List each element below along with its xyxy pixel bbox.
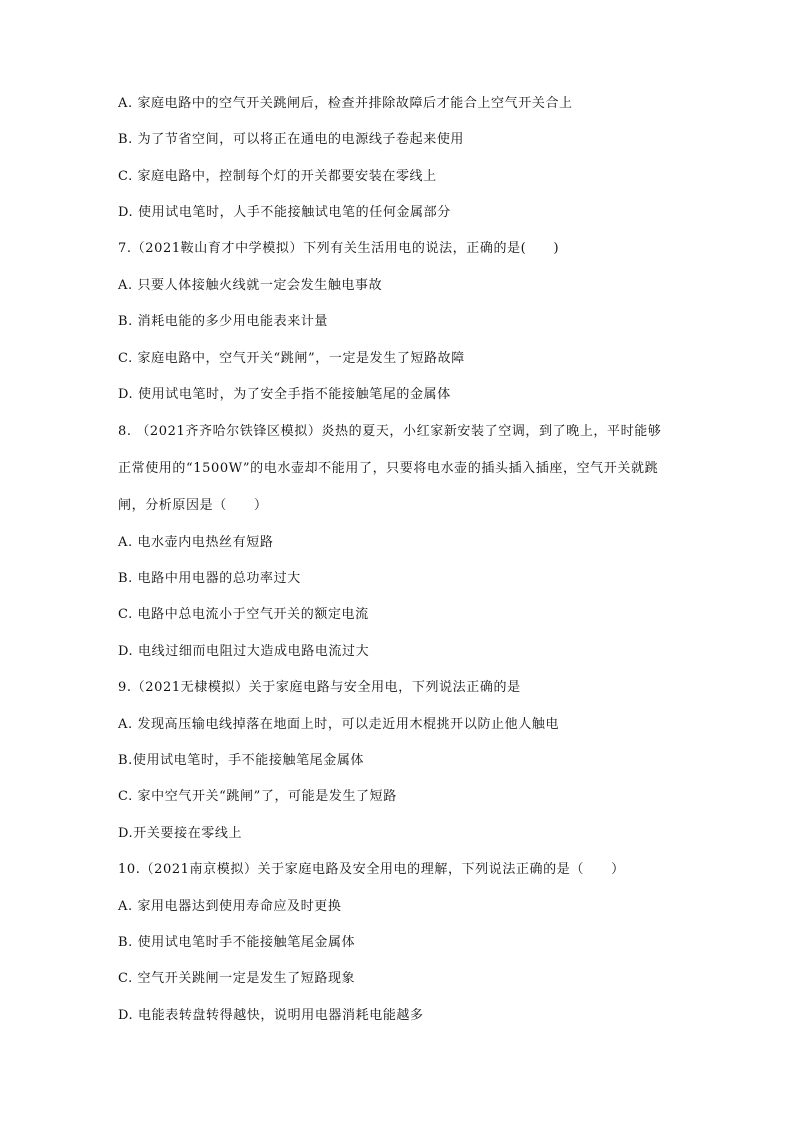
q9-stem: 9.（2021无棣模拟）关于家庭电路与安全用电，下列说法正确的是	[118, 680, 521, 695]
q8-option-b: B. 电路中用电器的总功率过大	[118, 571, 301, 586]
q8-option-c: C. 电路中总电流小于空气开关的额定电流	[118, 607, 369, 622]
q8-option-d: D. 电线过细而电阻过大造成电路电流过大	[118, 644, 370, 659]
q6-option-a: A. 家庭电路中的空气开关跳闸后，检查并排除故障后才能合上空气开关合上	[118, 96, 573, 111]
q10-option-b: B. 使用试电笔时手不能接触笔尾金属体	[118, 935, 356, 950]
q7-option-c: C. 家庭电路中，空气开关“跳闸”，一定是发生了短路故障	[118, 351, 465, 366]
q6-option-d: D. 使用试电笔时，人手不能接触试电笔的任何金属部分	[118, 205, 451, 220]
q7-option-b: B. 消耗电能的多少用电能表来计量	[118, 314, 329, 329]
q8-stem-line-1: 8. （2021齐齐哈尔铁锋区模拟）炎热的夏天，小红家新安装了空调，到了晚上，平时能够	[118, 424, 662, 439]
q9-option-b: B.使用试电笔时，手不能接触笔尾金属体	[118, 753, 365, 768]
q8-stem-line-3: 闸，分析原因是（ ）	[118, 498, 268, 513]
q9-option-d: D.开关要接在零线上	[118, 826, 243, 841]
q7-option-d: D. 使用试电笔时，为了安全手指不能接触笔尾的金属体	[118, 387, 451, 402]
q10-option-c: C. 空气开关跳闸一定是发生了短路现象	[118, 971, 356, 986]
q7-stem: 7.（2021鞍山育才中学模拟）下列有关生活用电的说法，正确的是( )	[118, 241, 560, 256]
q9-option-a: A. 发现高压输电线掉落在地面上时，可以走近用木棍挑开以防止他人触电	[118, 717, 560, 732]
q10-option-a: A. 家用电器达到使用寿命应及时更换	[118, 899, 342, 914]
q8-stem-line-2: 正常使用的“1500W”的电水壶却不能用了，只要将电水壶的插头插入插座，空气开关就跳	[118, 461, 659, 476]
q6-option-c: C. 家庭电路中，控制每个灯的开关都要安装在零线上	[118, 169, 437, 184]
q9-option-c: C. 家中空气开关“跳闸”了，可能是发生了短路	[118, 789, 397, 804]
q6-option-b: B. 为了节省空间，可以将正在通电的电源线子卷起来使用	[118, 132, 465, 147]
q10-option-d: D. 电能表转盘转得越快，说明用电器消耗电能越多	[118, 1008, 424, 1023]
q7-option-a: A. 只要人体接触火线就一定会发生触电事故	[118, 278, 383, 293]
q8-option-a: A. 电水壶内电热丝有短路	[118, 535, 274, 550]
q10-stem: 10.（2021南京模拟）关于家庭电路及安全用电的理解，下列说法正确的是（ ）	[118, 862, 625, 877]
